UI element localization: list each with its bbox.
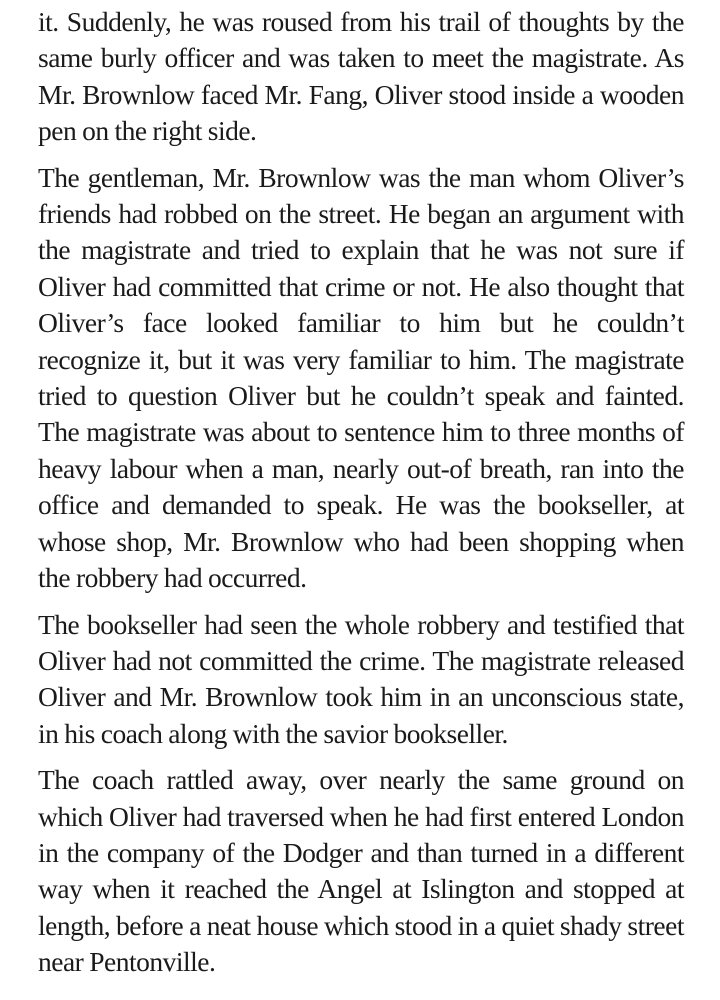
paragraph-4: The coach rattled away, over nearly the same ground on which Oliver had traversed when he had first entered London in the company of the Dodger and than turned in a different way when it reached the Angel at Islington and stopped at length, before a neat house which stood in a quiet shady street near Pentonville. (38, 764, 684, 978)
paragraph-1: it. Suddenly, he was roused from his trail of thoughts by the same burly officer and was taken to meet the magistrate. As Mr. Brownlow faced Mr. Fang, Oliver stood inside a wooden pen on the right side. (38, 6, 684, 147)
paragraph-2: The gentleman, Mr. Brownlow was the man whom Oliver’s friends had robbed on the street. He began an argument with the magistrate and tried to explain that he was not sure if Oliver had committed that crime or not. He also thought that Oliver’s face looked familiar to him but he couldn’t recognize it, but it was very familiar to him. The magistrate tried to question Oliver but he couldn’t speak and fainted. The magistrate was about to sentence him to three months of heavy labour when a man, nearly out-of breath, ran into the office and demanded to speak. He was the bookseller, at whose shop, Mr. Brownlow who had been shopping when the robbery had occurred. (38, 161, 684, 594)
paragraph-3: The bookseller had seen the whole robbery and testified that Oliver had not committed the crime. The magistrate released Oliver and Mr. Brownlow took him in an unconscious state, in his coach along with the savior bookseller. (38, 608, 684, 749)
page-text (38, 4, 684, 991)
